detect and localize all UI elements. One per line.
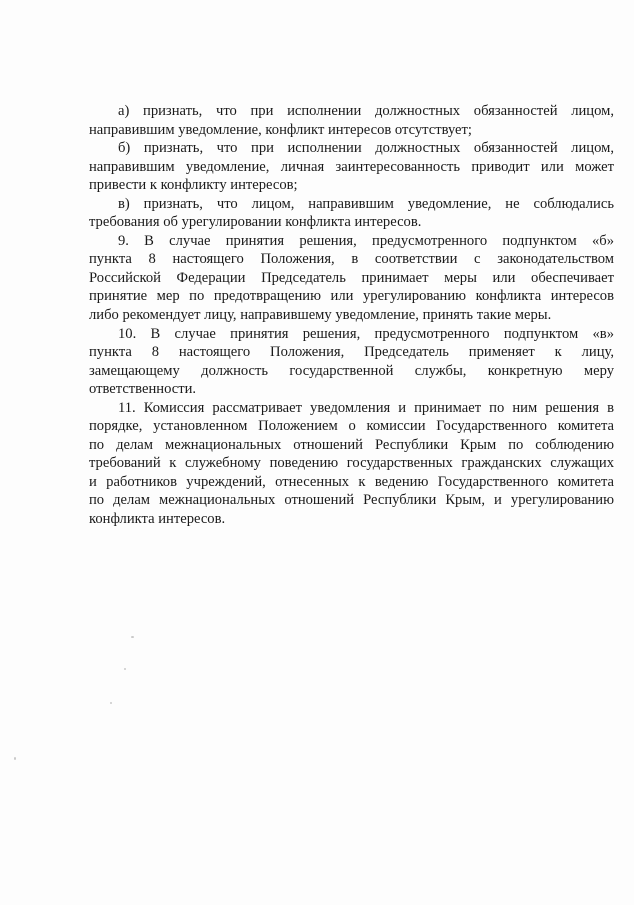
text-line: требований к служебному поведению государственных гражданских служащих	[89, 455, 614, 472]
text-line: б) признать, что при исполнении должностных обязанностей лицом,	[118, 140, 614, 157]
text-line: в) признать, что лицом, направившим уведомление, не соблюдались	[118, 195, 614, 212]
text-line: направившим уведомление, конфликт интересов отсутствует;	[89, 121, 472, 138]
text-line: порядке, установленном Положением о комиссии Государственного комитета	[89, 418, 614, 435]
paragraph-item-b	[89, 139, 614, 195]
text-line: и работников учреждений, отнесенных к ведению Государственного комитета	[89, 473, 614, 490]
scan-speck	[14, 757, 16, 760]
text-line: 11. Комиссия рассматривает уведомления и принимает по ним решения в	[118, 399, 614, 416]
text-line: конфликта интересов.	[89, 511, 226, 528]
scan-speck	[110, 702, 112, 704]
text-line: либо рекомендует лицу, направившему уведомление, принять такие меры.	[89, 307, 552, 324]
text-line: по делам межнациональных отношений Республики Крым по соблюдению	[89, 436, 614, 453]
paragraph-point-9	[89, 232, 614, 325]
text-line: направившим уведомление, личная заинтересованность приводит или может	[89, 158, 614, 175]
paragraph-point-10	[89, 325, 614, 399]
text-line: 9. В случае принятия решения, предусмотренного подпунктом «б»	[118, 232, 614, 249]
text-line: 10. В случае принятия решения, предусмотренного подпунктом «в»	[118, 325, 614, 342]
text-line: а) признать, что при исполнении должностных обязанностей лицом,	[118, 103, 614, 119]
paragraph-point-11	[89, 399, 614, 529]
text-line: по делам межнациональных отношений Республики Крым, и урегулированию	[89, 492, 614, 509]
text-line: замещающему должность государственной службы, конкретную меру	[89, 362, 614, 379]
paragraph-item-a	[89, 102, 614, 139]
document-body	[89, 102, 614, 529]
text-line: принятие мер по предотвращению или урегулированию конфликта интересов	[89, 288, 614, 305]
text-line: пункта 8 настоящего Положения, Председатель применяет к лицу,	[89, 344, 614, 361]
scan-speck	[124, 668, 126, 670]
text-line: требования об урегулировании конфликта интересов.	[89, 214, 422, 231]
text-line: ответственности.	[89, 381, 197, 398]
text-line: Российской Федерации Председатель принимает меры или обеспечивает	[89, 269, 614, 286]
text-line: привести к конфликту интересов;	[89, 177, 298, 194]
paragraph-item-v	[89, 195, 614, 232]
text-line: пункта 8 настоящего Положения, в соответствии с законодательством	[89, 251, 614, 268]
scan-speck	[131, 636, 134, 638]
